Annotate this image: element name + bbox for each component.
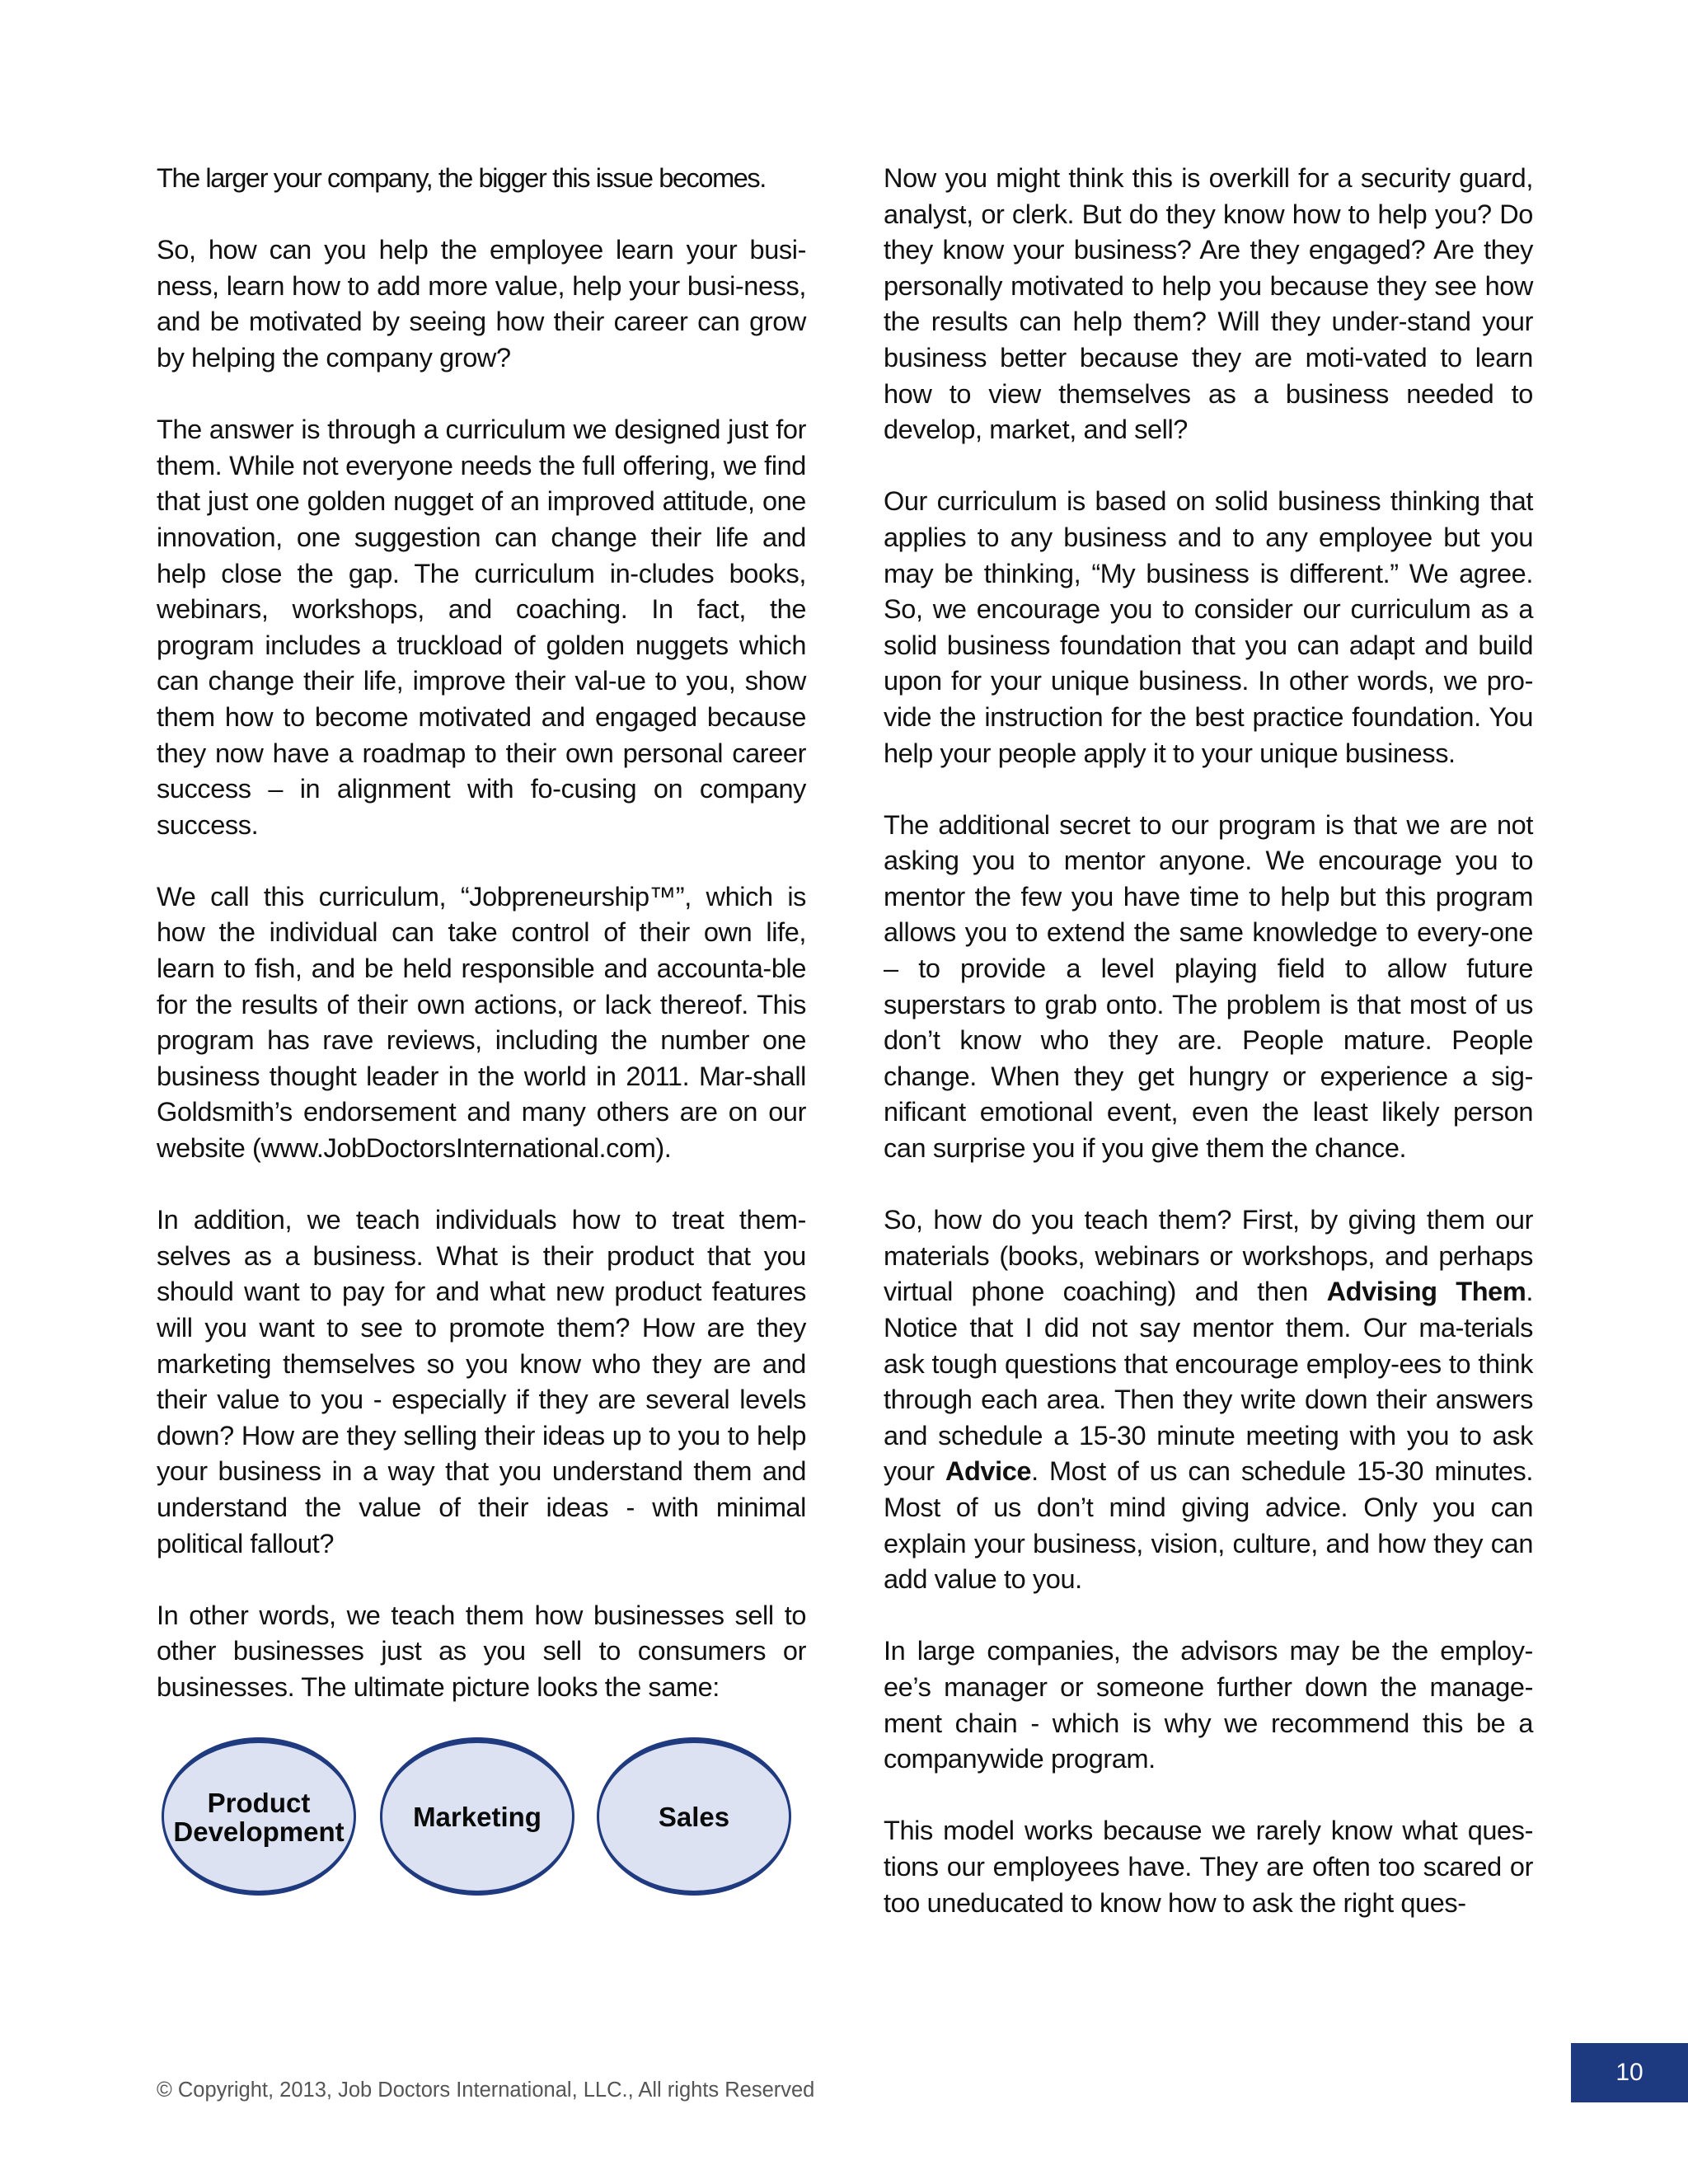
- copyright-footer: © Copyright, 2013, Job Doctors International, LLC., All rights Reserved: [157, 2079, 815, 2102]
- paragraph: Now you might think this is overkill for a security guard, analyst, or clerk. But do they know how to help you? Do they know your business? Are they engaged? Are they personally motivated to help you because they see how the results can help them? Will they under-stand your business better because they are moti-vated to learn how to view themselves as a business needed to develop, market, and sell?: [884, 163, 1533, 445]
- paragraph: This model works because we rarely know what ques-tions our employees have. They are often too scared or too uneducated to know how to ask the right ques-: [884, 1816, 1533, 1918]
- paragraph: Our curriculum is based on solid business thinking that applies to any business and to any employee but you may be thinking, “My business is different.” We agree. So, we encourage you to consider our curriculum as a solid business foundation that you can adapt and build upon for your unique business. In other words, we pro-vide the instruction for the best practice foundation. You help your people apply it to your unique business.: [884, 486, 1533, 768]
- paragraph: The additional secret to our program is that we are not asking you to mentor anyone. We encourage you to mentor the few you have time to help but this program allows you to extend the same knowledge to every-one – to provide a level playing field to allow future superstars to grab onto. The problem is that most of us don’t know who they are. People mature. People change. When they get hungry or experience a sig-nificant emotional event, even the least likely person can surprise you if you give them the chance.: [884, 809, 1533, 1164]
- oval-label: [173, 1788, 344, 1846]
- oval-label: Sales: [658, 1802, 730, 1832]
- paragraph: We call this curriculum, “Jobpreneurship™”, which is how the individual can take control of their own life, learn to fish, and be held responsible and accounta-ble for the results of their own actions, or lack thereof. This program has rave reviews, including the number one business thought leader in the world in 2011. Mar-shall Goldsmith’s endorsement and many others are on our website (www.JobDoctorsInternational.com).: [157, 881, 806, 1164]
- business-cycle-diagram: [162, 1737, 804, 1902]
- paragraph: So, how can you help the employee learn your busi-ness, learn how to add more value, help your busi-ness, and be motivated by seeing how their career can grow by helping the company grow?: [157, 235, 806, 373]
- oval-product-development: [162, 1737, 356, 1896]
- oval-sales: [597, 1737, 791, 1896]
- paragraph: In addition, we teach individuals how to treat them-selves as a business. What is their product that you should want to pay for and what new product features will you want to see to promote them? How are they marketing themselves so you know who they are and their value to you - especially if they are several levels down? How are they selling their ideas up to you to help your business in a way that you understand them and understand the value of their ideas - with minimal political fallout?: [157, 1205, 806, 1558]
- oval-label-line: Product: [207, 1787, 311, 1818]
- oval-label-line: Development: [173, 1816, 345, 1847]
- text-run: . Most of us can schedule 15-30 minutes. Most of us don’t mind giving advice. Only you can explain your business, vision, culture, and how they can add value to you.: [884, 1456, 1533, 1595]
- paragraph: In other words, we teach them how businesses sell to other businesses just as you sell to consumers or businesses. The ultimate picture looks the same:: [157, 1600, 806, 1702]
- text-run: So, how do you teach them? First, by giving them our materials (books, webinars or workshops, and perhaps virtual phone coaching) and then: [884, 1205, 1533, 1307]
- page-number-badge: [1571, 2043, 1688, 2102]
- right-column: [884, 161, 1533, 1957]
- left-column: [157, 161, 806, 1741]
- oval-marketing: [380, 1737, 574, 1896]
- bold-text-advising-them: Advising Them: [1326, 1277, 1526, 1307]
- oval-label: Marketing: [413, 1802, 542, 1832]
- paragraph: The answer is through a curriculum we designed just for them. While not everyone needs the full offering, we find that just one golden nugget of an improved attitude, one innovation, one suggestion can change their life and help close the gap. The curriculum in-cludes books, webinars, workshops, and coaching. In fact, the program includes a truckload of golden nuggets which can change their life, improve their val-ue to you, show them how to become motivated and engaged because they now have a roadmap to their own personal career success – in alignment with fo-cusing on company success.: [157, 415, 806, 840]
- paragraph-with-bold: [884, 1202, 1533, 1598]
- paragraph: The larger your company, the bigger this issue becomes.: [157, 163, 766, 193]
- page-number: 10: [1615, 2059, 1643, 2086]
- text-run: . Notice that I did not say mentor them. Our ma-terials ask tough questions that encourage employ-ees to think through each area. Then they write down their answers and schedule a 15-30 minute meeting with you to ask your: [884, 1277, 1533, 1487]
- bold-text-advice: Advice: [945, 1456, 1032, 1487]
- paragraph: In large companies, the advisors may be the employ-ee’s manager or someone further down the manage-ment chain - which is why we recommend this be a companywide program.: [884, 1636, 1533, 1774]
